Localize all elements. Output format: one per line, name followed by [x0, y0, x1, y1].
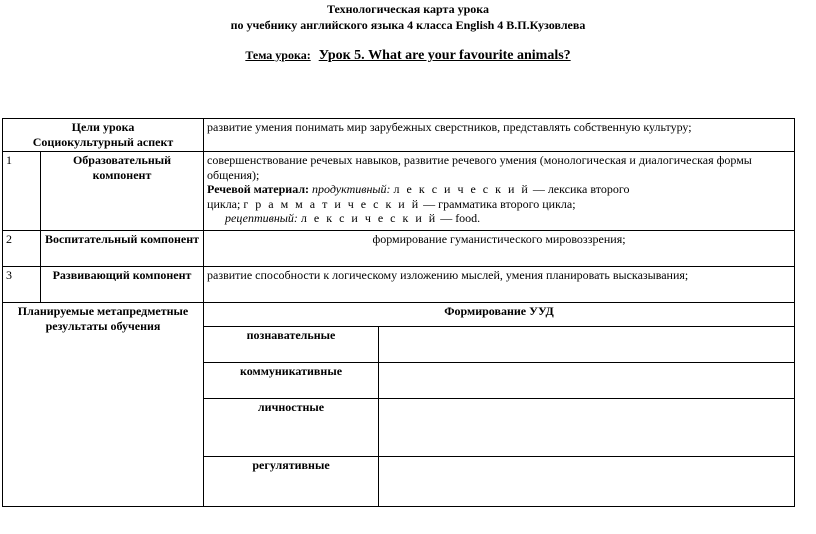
row-number: 1: [3, 152, 41, 231]
goals-header-cell: [3, 119, 204, 152]
table-row: [3, 267, 795, 303]
row-component-name: Образовательный компонент: [41, 152, 204, 231]
lesson-plan-table: [2, 118, 795, 507]
receptive-label: рецептивный:: [225, 211, 298, 225]
goals-title: Цели урока: [71, 120, 135, 134]
topic-label: Тема урока:: [245, 48, 311, 62]
grammar-word: г р а м м а т и ч е с к и й: [243, 196, 421, 211]
uud-value-cell: [379, 399, 795, 457]
productive-label: продуктивный:: [312, 182, 391, 196]
receptive-line: [207, 211, 791, 226]
aspect-row: [3, 119, 795, 152]
receptive-rest: — food.: [440, 211, 481, 225]
lesson-topic: [0, 46, 816, 64]
row-component-text: [204, 152, 795, 231]
results-title: Планируемые метапредметные результаты обучения: [3, 303, 204, 507]
table-row: [3, 231, 795, 267]
row-number: 3: [3, 267, 41, 303]
row-component-name: Воспитательный компонент: [41, 231, 204, 267]
row-component-name: Развивающий компонент: [41, 267, 204, 303]
row-component-text: формирование гуманистического мировоззрения;: [204, 231, 795, 267]
grammar-line: [207, 197, 791, 212]
speech-material-line: [207, 182, 791, 197]
aspect-text: развитие умения понимать мир зарубежных сверстников, представлять собственную культуру;: [204, 119, 795, 152]
educational-text: совершенствование речевых навыков, развитие речевого умения (монологическая и диалогическая формы общения);: [207, 153, 752, 182]
uud-value-cell: [379, 363, 795, 399]
uud-value-cell: [379, 457, 795, 507]
aspect-title: Социокультурный аспект: [32, 134, 174, 149]
row-number: 2: [3, 231, 41, 267]
lexical-word: л е к с и ч е с к и й: [393, 182, 530, 196]
uud-label: коммуникативные: [204, 363, 379, 399]
speech-material-label: Речевой материал:: [207, 182, 310, 196]
uud-label: познавательные: [204, 327, 379, 363]
cycle-prefix: цикла;: [207, 196, 241, 211]
grammar-rest: — грамматика второго цикла;: [423, 196, 576, 211]
uud-header-row: [3, 303, 795, 327]
uud-label: личностные: [204, 399, 379, 457]
uud-value-cell: [379, 327, 795, 363]
lexical-rest: — лексика второго: [532, 182, 630, 196]
uud-title: Формирование УУД: [204, 303, 795, 327]
topic-title: Урок 5. What are your favourite animals?: [318, 48, 571, 63]
doc-subtitle: по учебнику английского языка 4 класса English 4 В.П.Кузовлева: [230, 18, 586, 32]
table-row: [3, 152, 795, 231]
uud-label: регулятивные: [204, 457, 379, 507]
row-component-text: развитие способности к логическому изложению мыслей, умения планировать высказывания;: [204, 267, 795, 303]
doc-title: Технологическая карта урока: [327, 2, 489, 16]
receptive-word: л е к с и ч е с к и й: [300, 211, 438, 225]
